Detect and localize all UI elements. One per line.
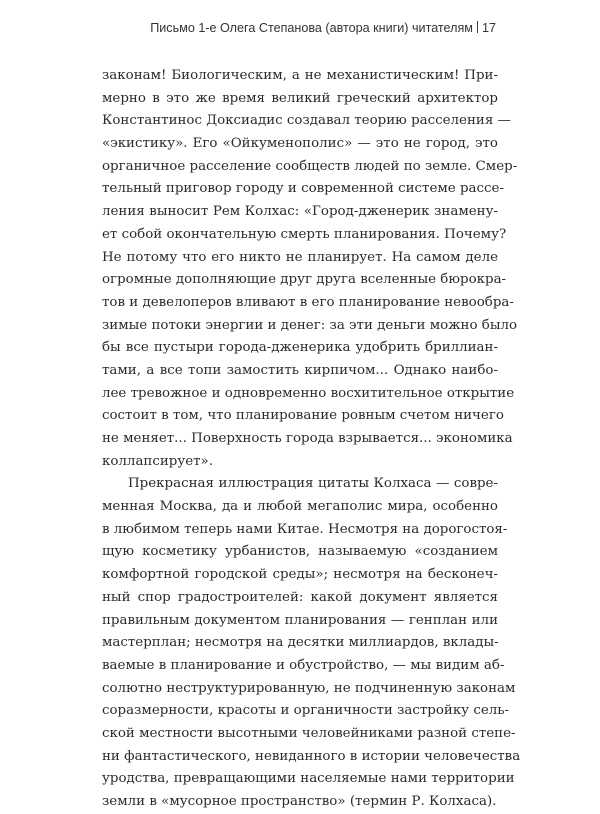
text-line: огромные дополняющие друг друга вселенные бюрокра- bbox=[102, 272, 507, 288]
text-line: правильным документом планирования — генплан или bbox=[102, 612, 498, 628]
text-line: органичное расселение сообществ людей по земле. Смер- bbox=[102, 158, 518, 174]
text-line: мастерплан; несмотря на десятки миллиардов, вклады- bbox=[102, 635, 499, 651]
text-line: менная Москва, да и любой мегаполис мира, особенно bbox=[102, 499, 498, 515]
text-line: ской местности высотными человейниками разной степе- bbox=[102, 725, 516, 741]
page-number: 17 bbox=[481, 21, 496, 35]
text-line: ни фантастического, невиданного в истории человечества bbox=[102, 748, 521, 764]
body-text bbox=[102, 65, 521, 814]
text-line: состоит в том, что планирование ровным счетом ничего bbox=[102, 408, 504, 424]
text-line: не меняет... Поверхность города взрывается... экономика bbox=[102, 431, 513, 446]
text-line: щую косметику урбанистов, называемую «созданием bbox=[102, 544, 498, 560]
paragraph-1 bbox=[102, 65, 518, 473]
text-line: ваемые в планирование и обустройство, — мы видим аб- bbox=[102, 657, 505, 673]
header-title: Письмо 1-е Олега Степанова (автора книги) читателям bbox=[150, 21, 473, 35]
text-line: уродства, превращающими населяемые нами территории bbox=[102, 771, 515, 787]
text-line: Константинос Доксиадис создавал теорию расселения — bbox=[102, 113, 511, 129]
text-line: коллапсирует». bbox=[102, 453, 214, 469]
text-line: Не потому что его никто не планирует. На самом деле bbox=[102, 249, 498, 265]
text-line: тами, а все топи замостить кирпичом... Однако наибо- bbox=[102, 362, 498, 378]
text-line: ления выносит Рем Колхас: «Город-дженерик знамену- bbox=[102, 204, 498, 220]
text-line: тельный приговор городу и современной системе рассе- bbox=[102, 181, 504, 197]
text-line: тов и девелоперов вливают в его планирование невообра- bbox=[102, 294, 514, 310]
text-line: ет собой окончательную смерть планирования. Почему? bbox=[102, 226, 507, 242]
text-line: бы все пустыри города-дженерика удобрить бриллиан- bbox=[102, 340, 498, 356]
text-line: комфортной городской среды»; несмотря на бесконеч- bbox=[102, 567, 498, 583]
text-line: «экистику». Его «Ойкуменополис» — это не город, это bbox=[102, 136, 498, 152]
header-separator bbox=[477, 21, 478, 33]
text-line: земли в «мусорное пространство» (термин Р. Колхаса). bbox=[102, 794, 497, 809]
paragraph-2 bbox=[102, 473, 521, 813]
text-line: зимые потоки энергии и денег: за эти деньги можно было bbox=[102, 317, 518, 333]
text-line: солютно неструктурированную, не подчиненную законам bbox=[102, 680, 516, 696]
text-line: Прекрасная иллюстрация цитаты Колхаса — совре- bbox=[128, 476, 498, 492]
text-line: законам! Биологическим, а не механистическим! При- bbox=[102, 68, 498, 83]
text-line: соразмерности, красоты и органичности застройку сель- bbox=[102, 703, 510, 719]
text-line: мерно в это же время великий греческий архитектор bbox=[102, 90, 498, 106]
text-line: ный спор градостроителей: какой документ является bbox=[102, 589, 498, 605]
running-header bbox=[150, 21, 496, 35]
text-line: лее тревожное и одновременно восхитительное открытие bbox=[102, 385, 515, 401]
text-line: в любимом теперь нами Китае. Несмотря на дорогостоя- bbox=[102, 521, 508, 537]
